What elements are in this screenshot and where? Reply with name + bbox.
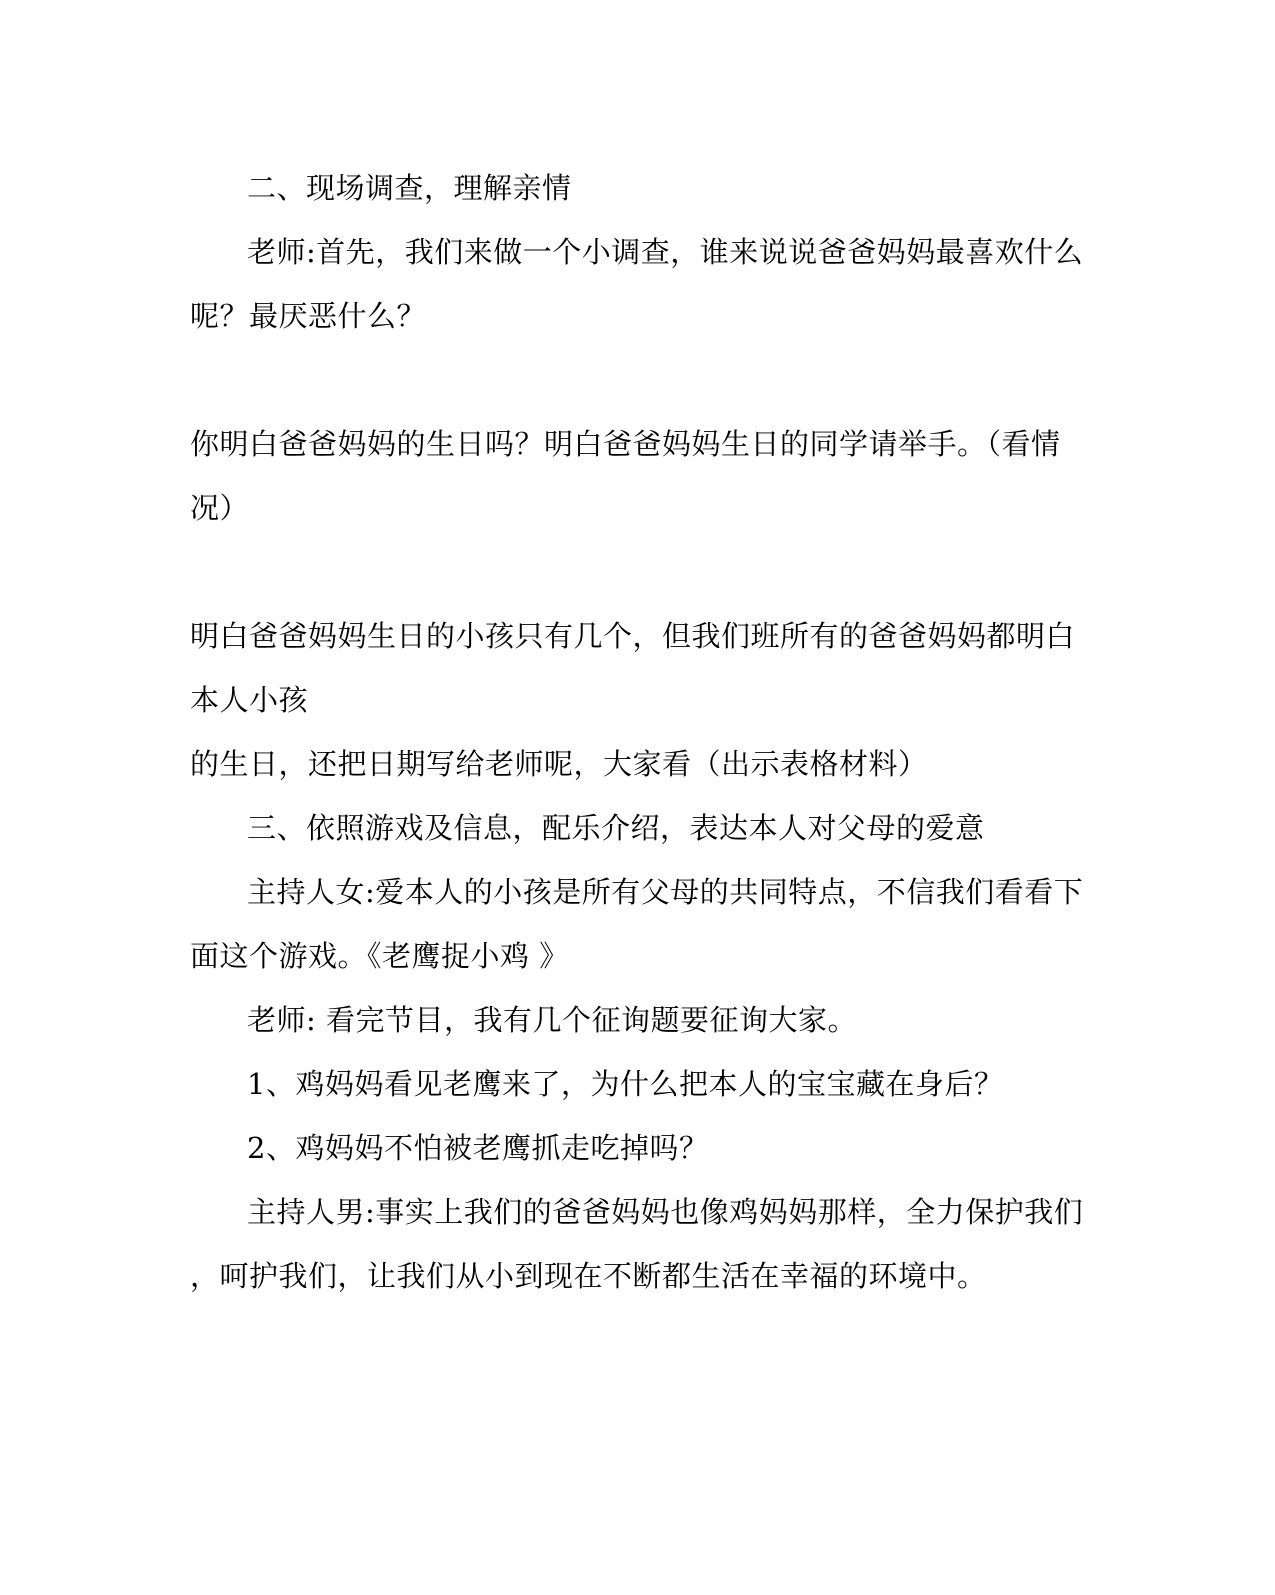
paragraph-line: 主持人女:爱本人的小孩是所有父母的共同特点，不信我们看看下	[247, 875, 1084, 909]
paragraph-line: 老师: 看完节目，我有几个征询题要征询大家。	[247, 1003, 857, 1037]
section-heading-3: 三、依照游戏及信息，配乐介绍，表达本人对父母的爱意	[247, 811, 985, 845]
paragraph-line: 主持人男:事实上我们的爸爸妈妈也像鸡妈妈那样，全力保护我们	[247, 1195, 1084, 1229]
question-item-2: 2、鸡妈妈不怕被老鹰抓走吃掉吗？	[247, 1131, 709, 1165]
paragraph-line: 你明白爸爸妈妈的生日吗？明白爸爸妈妈生日的同学请举手。（看情	[190, 427, 1061, 461]
paragraph-line: 本人小孩	[190, 683, 309, 717]
paragraph-line: ，呵护我们，让我们从小到现在不断都生活在幸福的环境中。	[190, 1259, 987, 1293]
question-item-1: 1、鸡妈妈看见老鹰来了，为什么把本人的宝宝藏在身后？	[247, 1067, 1004, 1101]
paragraph-line: 呢？最厌恶什么？	[190, 299, 427, 333]
paragraph-line: 况）	[190, 491, 250, 525]
paragraph-line: 的生日，还把日期写给老师呢，大家看（出示表格材料）	[190, 747, 928, 781]
paragraph-line: 老师:首先，我们来做一个小调查，谁来说说爸爸妈妈最喜欢什么	[247, 235, 1084, 269]
section-heading-2: 二、现场调查，理解亲情	[247, 171, 572, 205]
paragraph-line: 明白爸爸妈妈生日的小孩只有几个，但我们班所有的爸爸妈妈都明白	[190, 619, 1076, 653]
paragraph-line: 面这个游戏。《老鹰捉小鸡 》	[190, 939, 569, 973]
